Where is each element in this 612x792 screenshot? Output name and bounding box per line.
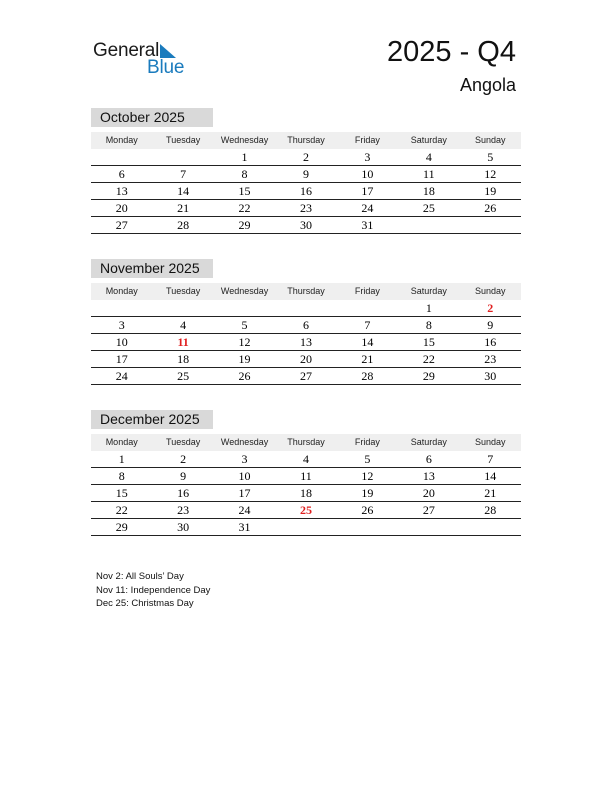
day-cell: 11 — [300, 469, 312, 483]
day-cell: 26 — [484, 201, 497, 215]
day-cell: 7 — [364, 318, 371, 332]
day-cell: 4 — [302, 452, 309, 466]
day-cell — [91, 149, 152, 165]
day-cell: 24 — [361, 201, 374, 215]
logo — [93, 40, 193, 80]
day-cell: 13 — [115, 184, 128, 198]
day-cell: 14 — [484, 469, 497, 483]
holiday-note: Nov 11: Independence Day — [96, 584, 211, 596]
day-cell — [398, 519, 459, 535]
day-cell: 3 — [241, 452, 248, 466]
day-cell: 5 — [241, 318, 248, 332]
day-cell: 3 — [364, 150, 371, 164]
day-cell: 19 — [238, 352, 251, 366]
day-cell: 30 — [299, 218, 312, 232]
day-cell: 1 — [241, 150, 248, 164]
day-cell: 19 — [484, 184, 497, 198]
day-cell — [337, 519, 398, 535]
week-row — [91, 451, 521, 468]
day-cell: 30 — [177, 520, 190, 534]
day-cell: 29 — [238, 218, 251, 232]
month-november — [91, 259, 521, 385]
day-cell — [460, 519, 521, 535]
day-cell: 23 — [299, 201, 312, 215]
day-cell: 20 — [115, 201, 128, 215]
day-cell: 16 — [299, 184, 312, 198]
day-cell: 12 — [484, 167, 497, 181]
day-cell: 8 — [425, 318, 432, 332]
day-cell: 28 — [177, 218, 190, 232]
month-december — [91, 410, 521, 536]
day-cell: 5 — [487, 150, 494, 164]
day-cell: 4 — [425, 150, 432, 164]
logo-word-blue: Blue — [147, 57, 185, 78]
day-cell: 30 — [484, 369, 497, 383]
day-cell: 10 — [115, 335, 128, 349]
weekday-label: Friday — [354, 286, 380, 296]
weekday-label: Friday — [354, 437, 380, 447]
day-cell: 31 — [361, 218, 374, 232]
day-cell: 18 — [177, 352, 190, 366]
month-grid — [91, 132, 521, 234]
weekday-label: Tuesday — [166, 286, 201, 296]
day-cell: 21 — [177, 201, 190, 215]
day-cell: 28 — [484, 503, 497, 517]
day-cell: 17 — [115, 352, 128, 366]
day-cell: 27 — [115, 218, 128, 232]
day-cell — [214, 300, 275, 316]
weekday-label: Sunday — [474, 437, 506, 447]
day-cell — [398, 217, 459, 233]
day-cell — [275, 300, 336, 316]
day-cell: 9 — [487, 318, 494, 332]
day-cell: 2 — [487, 301, 494, 315]
day-cell: 23 — [484, 352, 497, 366]
day-cell — [337, 300, 398, 316]
day-cell: 4 — [180, 318, 187, 332]
day-cell: 21 — [484, 486, 497, 500]
weekday-header — [91, 434, 521, 451]
week-row — [91, 502, 521, 519]
day-cell: 27 — [299, 369, 312, 383]
weekday-label: Friday — [354, 135, 380, 145]
day-cell: 15 — [115, 486, 128, 500]
day-cell: 2 — [302, 150, 309, 164]
day-cell — [460, 217, 521, 233]
week-row — [91, 183, 521, 200]
day-cell: 26 — [238, 369, 251, 383]
day-cell: 20 — [299, 352, 312, 366]
day-cell: 22 — [238, 201, 251, 215]
day-cell: 2 — [180, 452, 187, 466]
weekday-label: Wednesday — [220, 286, 269, 296]
holiday-notes — [96, 570, 210, 611]
week-row — [91, 334, 521, 351]
day-cell: 14 — [177, 184, 190, 198]
weekday-header — [91, 283, 521, 300]
day-cell: 14 — [361, 335, 374, 349]
day-cell: 16 — [177, 486, 190, 500]
weekday-label: Saturday — [410, 135, 447, 145]
page-title: 2025 - Q4 — [387, 36, 516, 68]
day-cell — [275, 519, 336, 535]
day-cell: 6 — [425, 452, 432, 466]
day-cell: 7 — [487, 452, 494, 466]
day-cell: 22 — [422, 352, 435, 366]
day-cell: 21 — [361, 352, 374, 366]
day-cell: 24 — [115, 369, 128, 383]
day-cell: 18 — [299, 486, 312, 500]
month-title: December 2025 — [91, 410, 213, 429]
week-row — [91, 300, 521, 317]
weekday-label: Tuesday — [166, 135, 201, 145]
day-cell: 17 — [238, 486, 251, 500]
day-cell: 25 — [177, 369, 190, 383]
day-cell: 31 — [238, 520, 251, 534]
day-cell: 13 — [422, 469, 435, 483]
month-title: October 2025 — [91, 108, 213, 127]
day-cell: 10 — [361, 167, 374, 181]
week-row — [91, 217, 521, 234]
week-row — [91, 368, 521, 385]
holiday-note: Dec 25: Christmas Day — [96, 598, 194, 609]
day-cell: 19 — [361, 486, 374, 500]
week-row — [91, 485, 521, 502]
weekday-label: Thursday — [287, 135, 325, 145]
day-cell: 6 — [302, 318, 309, 332]
weekday-label: Monday — [105, 286, 138, 296]
month-october — [91, 108, 521, 234]
week-row — [91, 317, 521, 334]
day-cell: 8 — [118, 469, 125, 483]
day-cell: 11 — [423, 167, 435, 181]
weekday-label: Saturday — [410, 437, 447, 447]
day-cell: 22 — [115, 503, 128, 517]
day-cell: 17 — [361, 184, 374, 198]
day-cell: 9 — [302, 167, 309, 181]
weekday-label: Saturday — [410, 286, 447, 296]
day-cell: 26 — [361, 503, 374, 517]
day-cell: 6 — [118, 167, 125, 181]
weekday-label: Monday — [105, 437, 138, 447]
weekday-label: Sunday — [474, 135, 506, 145]
day-cell: 1 — [118, 452, 125, 466]
weekday-label: Wednesday — [220, 437, 269, 447]
logo-triangle-icon — [160, 44, 176, 58]
logo-word-general: General — [93, 40, 160, 61]
weekday-label: Wednesday — [220, 135, 269, 145]
weekday-label: Monday — [105, 135, 138, 145]
week-row — [91, 200, 521, 217]
week-row — [91, 468, 521, 485]
day-cell: 23 — [177, 503, 190, 517]
weekday-label: Sunday — [474, 286, 506, 296]
month-grid — [91, 283, 521, 385]
week-row — [91, 519, 521, 536]
day-cell: 18 — [422, 184, 435, 198]
day-cell: 27 — [422, 503, 435, 517]
day-cell: 15 — [238, 184, 251, 198]
day-cell: 20 — [422, 486, 435, 500]
country-name: Angola — [459, 75, 516, 95]
day-cell — [152, 300, 213, 316]
day-cell: 24 — [238, 503, 251, 517]
day-cell — [152, 149, 213, 165]
day-cell: 15 — [422, 335, 435, 349]
day-cell: 12 — [361, 469, 374, 483]
day-cell: 25 — [299, 503, 312, 517]
weekday-label: Thursday — [287, 286, 325, 296]
day-cell: 10 — [238, 469, 251, 483]
day-cell: 13 — [299, 335, 312, 349]
day-cell: 11 — [177, 335, 189, 349]
holiday-note: Nov 2: All Souls’ Day — [96, 571, 184, 582]
weekday-label: Thursday — [287, 437, 325, 447]
month-title: November 2025 — [91, 259, 213, 278]
week-row — [91, 351, 521, 368]
day-cell: 8 — [241, 167, 248, 181]
weekday-label: Tuesday — [166, 437, 201, 447]
day-cell: 29 — [422, 369, 435, 383]
day-cell: 16 — [484, 335, 497, 349]
day-cell: 12 — [238, 335, 251, 349]
day-cell: 25 — [422, 201, 435, 215]
day-cell: 7 — [180, 167, 187, 181]
day-cell: 9 — [180, 469, 187, 483]
day-cell: 28 — [361, 369, 374, 383]
day-cell — [91, 300, 152, 316]
week-row — [91, 166, 521, 183]
day-cell: 3 — [118, 318, 125, 332]
weekday-header — [91, 132, 521, 149]
day-cell: 29 — [115, 520, 128, 534]
day-cell: 1 — [425, 301, 432, 315]
day-cell: 5 — [364, 452, 371, 466]
month-grid — [91, 434, 521, 536]
week-row — [91, 149, 521, 166]
